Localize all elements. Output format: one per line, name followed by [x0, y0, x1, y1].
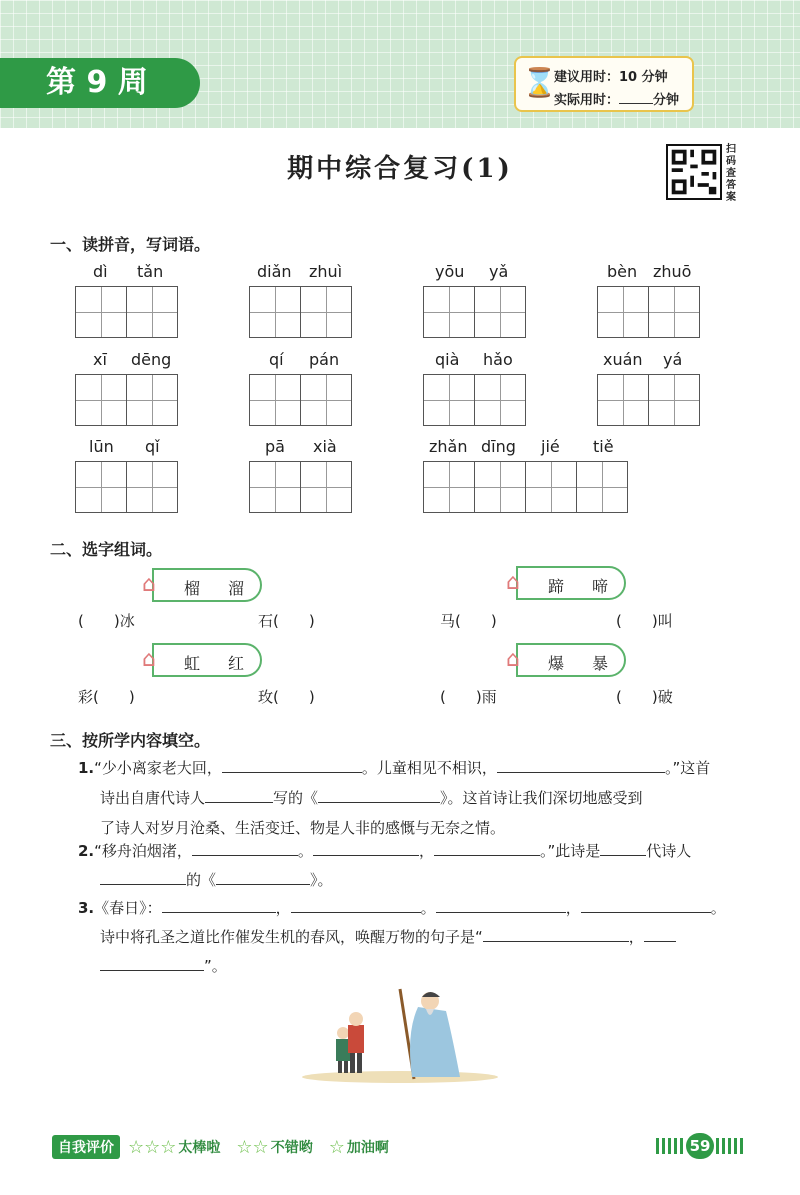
q3-line2: 诗中将孔圣之道比作催发生机的春风，唤醒万物的句子是“ ， [100, 921, 676, 953]
decor-dots [656, 1138, 684, 1154]
char-option: 红 [228, 654, 245, 673]
pinyin: zhuō [653, 262, 692, 281]
pinyin: qià [435, 350, 460, 369]
fill-item[interactable]: ( )冰 [78, 612, 135, 630]
answer-blank[interactable] [192, 840, 298, 856]
writing-cell[interactable] [474, 461, 526, 513]
writing-cell[interactable] [576, 461, 628, 513]
pinyin-word [75, 262, 181, 284]
pinyin: pán [309, 350, 340, 369]
answer-blank[interactable] [205, 787, 273, 803]
answer-blank[interactable] [581, 897, 711, 913]
eval-label: 自我评价 [52, 1135, 120, 1159]
pinyin: jié [541, 437, 560, 456]
house-icon: ⌂ [506, 647, 520, 672]
section-heading-3: 三、按所学内容填空。 [50, 731, 211, 750]
pinyin: zhuì [309, 262, 343, 281]
answer-blank[interactable] [318, 787, 440, 803]
answer-blank[interactable] [216, 869, 310, 885]
q3-line1: 3.《春日》： ， 。 ， 。 [78, 899, 726, 917]
writing-cell[interactable] [300, 461, 352, 513]
eval-great: 太棒啦 [178, 1140, 221, 1156]
answer-blank[interactable] [436, 897, 566, 913]
fill-item[interactable]: 石( ) [258, 612, 315, 630]
char-option: 榴 [184, 579, 201, 598]
header-band [0, 0, 800, 128]
writing-cell[interactable] [300, 286, 352, 338]
pinyin: zhǎn [429, 437, 468, 456]
char-pair [506, 566, 626, 600]
q2-line2: 的《 》。 [100, 864, 333, 896]
writing-cell[interactable] [474, 286, 526, 338]
star-icon[interactable]: ☆☆ [236, 1136, 269, 1158]
q1-line1: 1.“少小离家老大回， 。儿童相见不相识， 。”这首 [78, 759, 711, 777]
section-heading-1: 一、读拼音，写词语。 [50, 235, 211, 254]
answer-blank[interactable] [162, 897, 276, 913]
pinyin: tǎn [137, 262, 164, 281]
char-option: 暴 [592, 654, 609, 673]
char-pair [506, 643, 626, 677]
pinyin: bèn [607, 262, 638, 281]
writing-cell[interactable] [597, 286, 649, 338]
pinyin: hǎo [483, 350, 513, 369]
writing-cell[interactable] [597, 374, 649, 426]
q3-line3: ”。 [100, 950, 227, 982]
house-icon: ⌂ [142, 572, 156, 597]
q1-line2: 诗出自唐代诗人 写的《 》。这首诗让我们深切地感受到 [100, 789, 643, 807]
writing-cell[interactable] [75, 461, 127, 513]
answer-blank[interactable] [313, 840, 419, 856]
answer-blank[interactable] [222, 757, 362, 773]
pinyin-word [597, 350, 703, 372]
char-pair [142, 643, 262, 677]
answer-blank[interactable] [600, 840, 646, 856]
char-option: 蹄 [548, 577, 565, 596]
q2-line1: 2.“移舟泊烟渚， 。 ， 。”此诗是 代诗人 [78, 842, 692, 860]
pinyin: xī [93, 350, 107, 369]
pinyin: xuán [603, 350, 643, 369]
pinyin-word [249, 437, 355, 459]
answer-blank[interactable] [483, 926, 629, 942]
house-icon: ⌂ [142, 647, 156, 672]
hourglass-icon: ⌛ [522, 66, 557, 99]
writing-cell[interactable] [75, 374, 127, 426]
pinyin-word [597, 262, 703, 284]
writing-cell[interactable] [648, 374, 700, 426]
page-number: 59 [686, 1133, 714, 1159]
pinyin: dì [93, 262, 108, 281]
fill-item[interactable]: ( )叫 [616, 612, 673, 630]
writing-cell[interactable] [423, 461, 475, 513]
pinyin: dīng [481, 437, 516, 456]
char-option: 爆 [548, 654, 565, 673]
pinyin-word [249, 350, 355, 372]
qr-code-icon [666, 144, 722, 200]
writing-cell[interactable] [249, 374, 301, 426]
pinyin-word [75, 437, 181, 459]
pinyin: yá [663, 350, 683, 369]
writing-cell[interactable] [423, 374, 475, 426]
pinyin: yǎ [489, 262, 509, 281]
section-heading-2: 二、选字组词。 [50, 540, 163, 559]
fill-item[interactable]: 马( ) [440, 612, 497, 630]
writing-cell[interactable] [249, 461, 301, 513]
pinyin: qí [269, 350, 284, 369]
answer-blank[interactable] [497, 757, 665, 773]
house-icon: ⌂ [506, 570, 520, 595]
pinyin-word [249, 262, 355, 284]
char-pair [142, 568, 262, 602]
writing-cell[interactable] [648, 286, 700, 338]
writing-cell[interactable] [126, 374, 178, 426]
writing-cell[interactable] [300, 374, 352, 426]
star-icon[interactable]: ☆ [328, 1136, 345, 1158]
decor-dots [716, 1138, 744, 1154]
answer-blank[interactable] [100, 869, 186, 885]
eval-keepup: 加油啊 [346, 1140, 389, 1156]
pinyin: dēng [131, 350, 172, 369]
time-suggest: 建议用时：10 分钟 [554, 70, 668, 85]
qr-label: 扫码查答案 [726, 144, 736, 203]
pinyin: qǐ [145, 437, 160, 456]
answer-blank[interactable] [644, 926, 676, 942]
time-actual: 实际用时： 分钟 [554, 93, 680, 108]
fill-item[interactable]: 玫( ) [258, 688, 315, 706]
pinyin-word [423, 437, 628, 459]
pinyin-word [75, 350, 181, 372]
answer-blank[interactable] [100, 955, 204, 971]
writing-cell[interactable] [75, 286, 127, 338]
poet-and-child-illustration [300, 985, 500, 1085]
answer-blank[interactable] [291, 897, 421, 913]
page-title: 期中综合复习(1) [287, 154, 513, 184]
page-number-box [656, 1133, 744, 1159]
pinyin-word [423, 262, 529, 284]
self-evaluation [52, 1135, 403, 1159]
pinyin: diǎn [257, 262, 292, 281]
pinyin: tiě [593, 437, 614, 456]
fill-item[interactable]: ( )破 [616, 688, 673, 706]
writing-cell[interactable] [525, 461, 577, 513]
writing-cell[interactable] [126, 461, 178, 513]
char-option: 溜 [228, 579, 245, 598]
pinyin: yōu [435, 262, 465, 281]
writing-cell[interactable] [423, 286, 475, 338]
char-option: 啼 [592, 577, 609, 596]
fill-item[interactable]: ( )雨 [440, 688, 497, 706]
pinyin: lūn [89, 437, 114, 456]
pinyin: pā [265, 437, 285, 456]
answer-blank[interactable] [434, 840, 540, 856]
star-icon[interactable]: ☆☆☆ [128, 1136, 177, 1158]
char-option: 虹 [184, 654, 201, 673]
writing-cell[interactable] [249, 286, 301, 338]
fill-item[interactable]: 彩( ) [78, 688, 135, 706]
q1-line3: 了诗人对岁月沧桑、生活变迁、物是人非的感慨与无奈之情。 [100, 819, 506, 837]
writing-cell[interactable] [474, 374, 526, 426]
eval-good: 不错哟 [270, 1140, 313, 1156]
pinyin: xià [313, 437, 337, 456]
week-label: 第 9 周 [0, 58, 200, 108]
time-box [514, 56, 694, 112]
pinyin-word [423, 350, 529, 372]
writing-cell[interactable] [126, 286, 178, 338]
